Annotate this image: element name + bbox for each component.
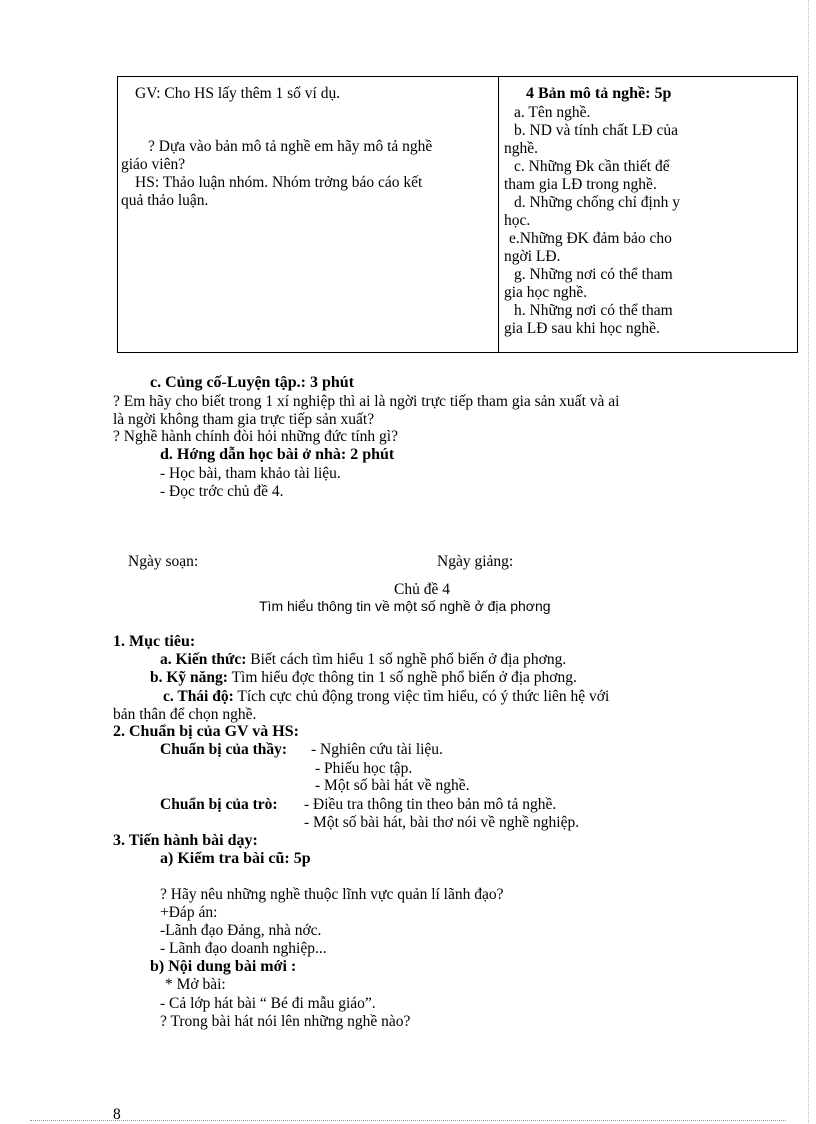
table-right-line: c. Những Đk cần thiết để — [514, 158, 670, 175]
knowledge-label: a. Kiến thức: — [160, 651, 247, 668]
section-d-line: - Học bài, tham khảo tài liệu. — [160, 465, 341, 482]
student-prep-item: - Điều tra thông tin theo bản mô tả nghề. — [304, 796, 557, 813]
attitude-label: c. Thái độ: — [163, 688, 234, 705]
topic-subtitle: Tìm hiểu thông tin về một số nghề ở địa phơng — [259, 598, 551, 614]
table-left-line: ? Dựa vào bản mô tả nghề em hãy mô tả nghề — [148, 138, 433, 155]
table-right-line: d. Những chống chỉ định y — [514, 194, 680, 211]
table-left-line: GV: Cho HS lấy thêm 1 số ví dụ. — [135, 85, 341, 102]
skills-text: Tìm hiểu đợc thông tin 1 số nghề phổ biến ở địa phơng. — [227, 669, 577, 686]
table-left-line: giáo viên? — [121, 156, 186, 173]
table-right-line: ngời LĐ. — [504, 248, 561, 265]
table-left-line: quả thảo luận. — [121, 192, 209, 209]
table-right-line: g. Những nơi có thể tham — [514, 266, 673, 283]
attitude-line — [163, 688, 609, 706]
teacher-prep-item: - Nghiên cứu tài liệu. — [311, 741, 443, 758]
preparation-heading: 2. Chuẩn bị của GV và HS: — [113, 723, 299, 740]
new-lesson-line: * Mở bài: — [165, 976, 226, 993]
review-line: -Lãnh đạo Đảng, nhà nớc. — [160, 922, 322, 939]
page-edge-guide — [808, 0, 809, 1123]
table-right-line: b. ND và tính chất LĐ của — [514, 122, 678, 139]
objectives-heading: 1. Mục tiêu: — [113, 633, 196, 650]
section-c-title: c. Củng cố-Luyện tập.: 3 phút — [150, 374, 355, 391]
attitude-continuation: bản thân để chọn nghề. — [113, 706, 257, 723]
table-right-line: e.Những ĐK đảm bảo cho — [509, 230, 672, 247]
topic-title: Chủ đề 4 — [394, 581, 450, 598]
table-right-line: a. Tên nghề. — [514, 104, 591, 121]
student-prep-label: Chuẩn bị của trò: — [160, 796, 278, 813]
review-line: - Lãnh đạo doanh nghiệp... — [160, 940, 327, 957]
review-heading: a) Kiểm tra bài cũ: 5p — [160, 850, 311, 867]
date-prepared: Ngày soạn: — [128, 553, 199, 570]
teacher-prep-item: - Phiếu học tập. — [315, 760, 413, 777]
section-c-line: ? Nghề hành chính đòi hỏi những đức tính gì? — [113, 428, 398, 445]
teacher-prep-item: - Một số bài hát về nghề. — [315, 777, 470, 794]
table-right-line: h. Những nơi có thể tham — [514, 302, 673, 319]
content-table — [117, 76, 798, 353]
new-lesson-line: - Cả lớp hát bài “ Bé đi mẫu giáo”. — [160, 995, 376, 1012]
table-left-line: HS: Thảo luận nhóm. Nhóm trởng báo cáo kết — [135, 174, 423, 191]
new-lesson-line: ? Trong bài hát nói lên những nghề nào? — [160, 1013, 411, 1030]
section-d-line: - Đọc trớc chủ đề 4. — [160, 483, 284, 500]
skills-label: b. Kỹ năng: — [150, 669, 228, 686]
table-right-line: học. — [504, 212, 531, 229]
table-right-line: nghề. — [504, 140, 539, 157]
new-lesson-heading: b) Nội dung bài mới : — [150, 958, 297, 975]
review-line: +Đáp án: — [160, 904, 218, 921]
table-right-line: tham gia LĐ trong nghề. — [504, 176, 657, 193]
table-right-line: gia LĐ sau khi học nghề. — [504, 320, 660, 337]
section-d-title: d. Hớng dẫn học bài ở nhà: 2 phút — [160, 446, 395, 463]
table-right-line: gia học nghề. — [504, 284, 588, 301]
attitude-text: Tích cực chủ động trong việc tìm hiểu, có ý thức liên hệ với — [233, 688, 610, 705]
teacher-prep-label: Chuẩn bị của thầy: — [160, 741, 288, 758]
section-4-title: 4 Bản mô tả nghề: 5p — [526, 85, 672, 102]
footer-divider — [30, 1120, 786, 1121]
knowledge-text: Biết cách tìm hiểu 1 số nghề phổ biến ở địa phơng. — [246, 651, 567, 668]
teacher-activity-cell — [118, 77, 499, 353]
section-c-line: ? Em hãy cho biết trong 1 xí nghiệp thì ai là ngời trực tiếp tham gia sản xuất và ai — [113, 393, 620, 410]
content-cell — [499, 77, 798, 353]
review-line: ? Hãy nêu những nghề thuộc lĩnh vực quản lí lãnh đạo? — [160, 886, 504, 903]
skills-line — [150, 669, 577, 687]
procedure-heading: 3. Tiến hành bài dạy: — [113, 832, 258, 849]
page-number: 8 — [113, 1106, 121, 1123]
student-prep-item: - Một số bài hát, bài thơ nói về nghề nghiệp. — [304, 814, 580, 831]
section-c-line: là ngời không tham gia trực tiếp sản xuất? — [113, 411, 375, 428]
knowledge-line — [160, 651, 566, 669]
date-taught: Ngày giảng: — [437, 553, 514, 570]
